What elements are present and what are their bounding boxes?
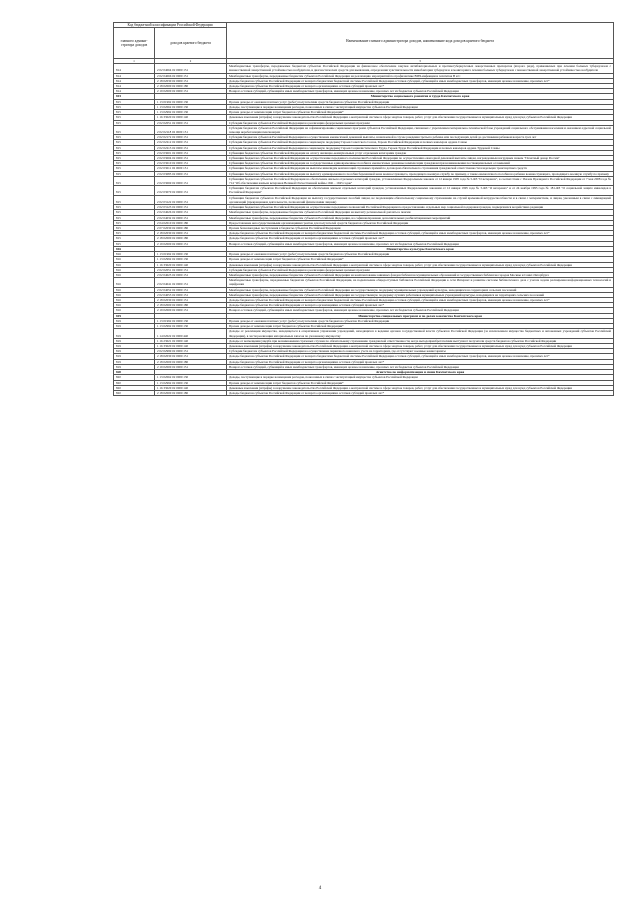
revenue-code-cell: 2 02 03085 02 0000 151 (155, 171, 227, 176)
admin-code-cell: 820 (114, 370, 155, 375)
admin-code-cell: 815 (114, 156, 155, 161)
admin-code-cell: 816 (114, 308, 155, 313)
admin-code-cell: 819 (114, 313, 155, 318)
admin-code-cell: 815 (114, 195, 155, 204)
revenue-code-cell: 2 02 03001 02 0000 151 (155, 150, 227, 155)
revenue-code-cell: 2 02 03123 02 0000 151 (155, 205, 227, 210)
revenue-code-cell: 2 18 02000 02 0000 180 (155, 359, 227, 364)
admin-code-cell: 816 (114, 297, 155, 302)
description-cell: Субсидии бюджетам субъектов Российской Федерации на софинансирование социальных программ субъектов Российской Федерации, связанных с укреплением материально-технической базы учреждений социального обслуживания населения и оказанием адресной социальной помощи неработающим пенсионерам (227, 125, 614, 134)
description-cell: Доходы бюджетов субъектов Российской Федерации от возврата организациями остатков субсидий прошлых лет* (227, 359, 614, 364)
description-cell: Прочие доходы от компенсации затрат бюджетов субъектов Российской Федерации* (227, 257, 614, 262)
admin-code-cell: 815 (114, 125, 155, 134)
description-cell: Доходы бюджетов субъектов Российской Федерации от возврата организациями остатков субсидий прошлых лет* (227, 236, 614, 241)
revenue-code-cell: 2 18 02000 02 0000 180 (155, 391, 227, 396)
description-cell: Предоставление негосударственными организациями грантов для получателей средств бюджетов субъектов Российской Федерации (227, 220, 614, 225)
revenue-code-cell: 2 04 02010 02 0000 180 (155, 220, 227, 225)
revenue-code-cell: 2 19 02000 02 0000 151 (155, 308, 227, 313)
description-cell: Субсидии бюджетам субъектов Российской Федерации на осуществление ежемесячной денежной выплаты, назначаемой в случае рождения третьего ребенка или последующих детей до достижения ребенком возраста трех лет (227, 135, 614, 140)
admin-code-cell: 815 (114, 210, 155, 215)
revenue-code-cell: 2 07 02030 02 0000 180 (155, 225, 227, 230)
admin-code-cell: 815 (114, 205, 155, 210)
budget-code-header: Код бюджетной классификации Российской Федерации (114, 23, 227, 28)
revenue-code-cell: 2 02 02051 02 0000 151 (155, 120, 227, 125)
revenue-code-cell: 1 13 01992 02 0000 130 (155, 99, 227, 104)
revenue-code-cell: 2 02 04041 02 0000 151 (155, 278, 227, 287)
revenue-code-cell: 1 13 02062 02 0000 130 (155, 375, 227, 380)
revenue-code-cell: 1 16 33020 02 0000 140 (155, 115, 227, 120)
revenue-code-cell: 1 16 33020 02 0000 140 (155, 343, 227, 348)
admin-code-cell: 819 (114, 349, 155, 354)
admin-code-cell: 820 (114, 375, 155, 380)
description-cell: Субсидии бюджетам субъектов Российской Федерации на осуществление первичного воинского учета на территориях, где отсутствуют военные комиссариаты (227, 349, 614, 354)
revenue-code-cell: 2 02 03069 02 0000 151 (155, 176, 227, 185)
admin-code-cell: 815 (114, 166, 155, 171)
admin-code-cell: 815 (114, 105, 155, 110)
admin-code-cell: 816 (114, 303, 155, 308)
revenue-code-cell: 2 02 02212 02 0000 151 (155, 140, 227, 145)
admin-column-header: главного админи- стратора доходов (114, 28, 155, 59)
revenue-code-cell: 2 19 02000 02 0000 151 (155, 364, 227, 369)
description-cell: Межбюджетные трансферты, передаваемые бюджетам субъектов Российской Федерации на комплектование книжных фондов библиотек муниципальных образований и государственных библиотек городов Москвы и Санкт-Петербурга (227, 272, 614, 277)
admin-code-cell: 819 (114, 329, 155, 338)
admin-code-cell: 816 (114, 267, 155, 272)
revenue-code-cell: 1 13 02992 02 0000 130 (155, 324, 227, 329)
revenue-code-cell: 2 02 02118 02 0000 151 (155, 125, 227, 134)
admin-code-cell: 815 (114, 145, 155, 150)
description-cell: Межбюджетные трансферты, передаваемые бюджетам субъектов Российской Федерации на государственную поддержку муниципальных учреждений культуры, находящихся на территориях сельских поселений (227, 287, 614, 292)
revenue-code-cell: 1 13 02062 02 0000 130 (155, 105, 227, 110)
admin-code-cell: 816 (114, 252, 155, 257)
admin-code-cell: 815 (114, 176, 155, 185)
description-cell: Межбюджетные трансферты, передаваемые бюджетам субъектов Российской Федерации на финансовое обеспечение закупок антибактериальных и противотуберкулезных лекарственных препаратов (второго ряда), применяемых при лечении больных туберкулезом с множественной лекарственной устойчивостью возбудителя, и диагностических средств для выявления, определения чувствительности микобактерии туберкулеза и мониторинга лечения больных туберкулезом с множественной лекарственной устойчивостью возбудителя (227, 64, 614, 73)
revenue-code-cell: 2 02 04026 02 0000 151 (155, 210, 227, 215)
description-cell: Доходы бюджетов субъектов Российской Федерации от возврата бюджетами бюджетной системы Российской Федерации остатков субсидий, субвенций и иных межбюджетных трансфертов, имеющих целевое назначение, прошлых лет* (227, 78, 614, 83)
revenue-code-cell: 2 02 03122 02 0000 151 (155, 195, 227, 204)
description-cell: Прочие доходы от компенсации затрат бюджетов субъектов Российской Федерации* (227, 110, 614, 115)
description-cell: Прочие доходы от оказания платных услуг (работ) получателями средств бюджетов субъектов Российской Федерации (227, 252, 614, 257)
admin-code-cell: 816 (114, 257, 155, 262)
revenue-code-cell: 2 18 02030 02 0000 151 (155, 297, 227, 302)
admin-code-cell: 816 (114, 287, 155, 292)
revenue-code-cell: 1 16 33020 02 0000 140 (155, 385, 227, 390)
description-cell: Министерство специальных программ и по делам казачества Камчатского края (227, 313, 614, 318)
table-row (114, 64, 614, 73)
description-cell: Прочие доходы от оказания платных услуг (работ) получателями средств бюджетов субъектов Российской Федерации (227, 99, 614, 104)
revenue-code-cell: 2 18 02000 02 0000 180 (155, 236, 227, 241)
revenue-code-cell: 2 02 04032 02 0000 151 (155, 215, 227, 220)
revenue-code-cell: 1 13 02992 02 0000 130 (155, 380, 227, 385)
admin-code-cell: 815 (114, 140, 155, 145)
admin-code-cell: 819 (114, 354, 155, 359)
admin-code-cell: 815 (114, 241, 155, 246)
revenue-code-cell: 2 02 02999 02 0000 151 (155, 349, 227, 354)
admin-code-cell: 815 (114, 94, 155, 99)
revenue-code-cell: 1 13 01992 02 0000 130 (155, 252, 227, 257)
description-cell: Доходы бюджетов субъектов Российской Федерации от возврата организациями остатков субсидий прошлых лет* (227, 84, 614, 89)
revenue-code-cell: 1 13 02992 02 0000 130 (155, 257, 227, 262)
revenue-code-cell: 2 19 02000 02 0000 151 (155, 241, 227, 246)
admin-code-cell: 816 (114, 292, 155, 297)
description-cell: Прочие доходы от компенсации затрат бюджетов субъектов Российской Федерации* (227, 324, 614, 329)
name-column-header: Наименование главного администратора доходов, наименование кода доходов краевого бюджета (227, 23, 614, 59)
admin-code-cell: 815 (114, 115, 155, 120)
revenue-code-cell: 2 18 02030 02 0000 151 (155, 354, 227, 359)
admin-code-cell: 819 (114, 338, 155, 343)
admin-code-cell: 816 (114, 278, 155, 287)
admin-code-cell: 816 (114, 262, 155, 267)
column-number: 1 (114, 59, 155, 64)
description-cell: Министерство социального развития и труда Камчатского края (227, 94, 614, 99)
admin-code-cell: 819 (114, 324, 155, 329)
revenue-code-cell: 1 14 02022 02 0000 440 (155, 329, 227, 338)
admin-code-cell: 815 (114, 171, 155, 176)
description-cell: Субвенции бюджетам субъектов Российской Федерации на осуществление переданных полномочий Российской Федерации по предоставлению отдельных мер социальной поддержки граждан, подвергшихся воздействию радиации (227, 205, 614, 210)
description-cell: Межбюджетные трансферты, передаваемые бюджетам субъектов Российской Федерации, на софинансирование дополнительных реабилитационных мероприятий (227, 215, 614, 220)
description-cell: Доходы, поступающие в порядке возмещения расходов, понесенных в связи с эксплуатацией имущества субъектов Российской Федерации (227, 105, 614, 110)
description-cell: Доходы бюджетов субъектов Российской Федерации от возврата бюджетами бюджетной системы Российской Федерации остатков субсидий, субвенций и иных межбюджетных трансфертов, имеющих целевое назначение, прошлых лет* (227, 297, 614, 302)
admin-code-cell: 814 (114, 64, 155, 73)
revenue-column-header: доходов краевого бюджета (155, 28, 227, 59)
admin-code-cell: 815 (114, 99, 155, 104)
table-row (114, 125, 614, 134)
description-cell: Министерство культуры Камчатского края (227, 246, 614, 251)
revenue-code-cell: 2 02 03004 02 0000 151 (155, 156, 227, 161)
revenue-code-cell: 2 18 02030 02 0000 151 (155, 78, 227, 83)
admin-code-cell: 819 (114, 318, 155, 323)
description-cell: Агентство по информатизации и связи Камчатского края (227, 370, 614, 375)
description-cell: Прочие безвозмездные поступления в бюджеты субъектов Российской Федерации (227, 225, 614, 230)
description-cell: Возврат остатков субсидий, субвенций и иных межбюджетных трансфертов, имеющих целевое назначение, прошлых лет из бюджетов субъектов Российской Федерации (227, 241, 614, 246)
admin-code-cell: 815 (114, 231, 155, 236)
description-cell: Денежные взыскания (штрафы) за нарушение законодательства Российской Федерации о контрактной системе в сфере закупок товаров, работ, услуг для обеспечения государственных и муниципальных нужд для нужд субъектов Российской Федерации (227, 385, 614, 390)
admin-code-cell: 814 (114, 78, 155, 83)
description-cell: Субвенции бюджетам субъектов Российской Федерации на выплату государственных пособий лицам, не подлежащим обязательному социальному страхованию на случай временной нетрудоспособности и в связи с материнством, и лицам, уволенным в связи с ликвидацией организаций (прекращением деятельности, полномочий физическими лицами) (227, 195, 614, 204)
admin-code-cell: 814 (114, 84, 155, 89)
table-row (114, 329, 614, 338)
description-cell: Доходы от возмещения ущерба при возникновении страховых случаев по обязательному страхованию гражданской ответственности, когда выгодоприобретателями выступают получатели средств бюджетов субъектов Российской Федерации (227, 338, 614, 343)
revenue-code-cell: 2 18 02000 02 0000 180 (155, 303, 227, 308)
revenue-code-cell: 2 02 04053 02 0000 151 (155, 292, 227, 297)
revenue-code-cell: 2 18 02030 02 0000 151 (155, 231, 227, 236)
description-cell: Субвенции бюджетам субъектов Российской Федерации на выплату единовременного пособия беременной жене военнослужащего, проходящего военную службу по призыву, а также ежемесячного пособия на ребенка военнослужащего, проходящего военную службу по призыву (227, 171, 614, 176)
description-cell: Доходы, поступающие в порядке возмещения расходов, понесенных в связи с эксплуатацией имущества субъектов Российской Федерации (227, 375, 614, 380)
description-cell: Доходы бюджетов субъектов Российской Федерации от возврата организациями остатков субсидий прошлых лет* (227, 303, 614, 308)
table-body (114, 64, 614, 396)
revenue-code-cell: 2 18 02000 02 0000 180 (155, 84, 227, 89)
table-row (114, 391, 614, 396)
admin-code-cell: 815 (114, 135, 155, 140)
description-cell: Денежные взыскания (штрафы) за нарушение законодательства Российской Федерации о контрактной системе в сфере закупок товаров, работ, услуг для обеспечения государственных и муниципальных нужд для нужд субъектов Российской Федерации (227, 115, 614, 120)
description-cell: Доходы бюджетов субъектов Российской Федерации от возврата бюджетами бюджетной системы Российской Федерации остатков субсидий, субвенций и иных межбюджетных трансфертов, имеющих целевое назначение, прошлых лет* (227, 354, 614, 359)
description-cell: Доходы от реализации имущества, находящегося в оперативном управлении учреждений, находящихся в ведении органов государственной власти субъектов Российской Федерации (за исключением имущества бюджетных и автономных учреждений субъектов Российской Федерации), в части реализации материальных запасов по указанному имуществу (227, 329, 614, 338)
description-cell: Субвенции бюджетам субъектов Российской Федерации на обеспечение жильем отдельных категорий граждан, установленных Федеральными законами от 12 января 1995 года № 5-ФЗ "О ветеранах" и от 24 ноября 1995 года № 181-ФЗ "О социальной защите инвалидов в Российской Федерации" (227, 186, 614, 195)
table-row (114, 186, 614, 195)
admin-code-cell: 815 (114, 186, 155, 195)
description-cell: Субсидии бюджетам субъектов Российской Федерации на социальную поддержку Героев Социалистического Труда, Героев Труда Российской Федерации и полных кавалеров ордена Трудовой Славы (227, 145, 614, 150)
admin-code-cell: 816 (114, 246, 155, 251)
admin-code-cell: 815 (114, 236, 155, 241)
revenue-code-cell: 2 19 02000 02 0000 151 (155, 89, 227, 94)
description-cell: Межбюджетные трансферты, передаваемые бюджетам субъектов Российской Федерации на государственную поддержку лучших работников муниципальных учреждений культуры, находящихся на территориях сельских поселений (227, 292, 614, 297)
admin-code-cell: 814 (114, 73, 155, 78)
revenue-code-cell: 2 02 04052 02 0000 151 (155, 287, 227, 292)
description-cell: Денежные взыскания (штрафы) за нарушение законодательства Российской Федерации о контрактной системе в сфере закупок товаров, работ, услуг для обеспечения государственных и муниципальных нужд для нужд субъектов Российской Федерации (227, 262, 614, 267)
description-cell: Субвенции бюджетам субъектов Российской Федерации на оплату жилищно-коммунальных услуг отдельным категориям граждан (227, 150, 614, 155)
admin-code-cell: 814 (114, 89, 155, 94)
description-cell: Денежные взыскания (штрафы) за нарушение законодательства Российской Федерации о контрактной системе в сфере закупок товаров, работ, услуг для обеспечения государственных и муниципальных нужд для нужд субъектов Российской Федерации (227, 343, 614, 348)
description-cell: Субсидии бюджетам субъектов Российской Федерации на реализацию федеральных целевых программ (227, 267, 614, 272)
revenue-code-cell: 2 02 04064 02 0000 151 (155, 64, 227, 73)
description-cell: Субвенции бюджетам субъектов Российской Федерации на выплаты инвалидам компенсаций страховых премий по договорам обязательного страхования гражданской ответственности владельцев транспортных средств (227, 166, 614, 171)
description-cell: Субвенции бюджетам субъектов Российской Федерации на осуществление переданного полномочия Российской Федерации по осуществлению ежегодной денежной выплаты лицам, награжденным нагрудным знаком "Почетный донор России" (227, 156, 614, 161)
table-row (114, 176, 614, 185)
revenue-code-cell: 1 16 33020 02 0000 140 (155, 262, 227, 267)
admin-code-cell: 820 (114, 385, 155, 390)
description-cell: Межбюджетные трансферты, передаваемые бюджетам субъектов Российской Федерации, на подключение общедоступных библиотек Российской Федерации к сети Интернет и развитие системы библиотечного дела с учетом задачи расширения информационных технологий и оцифровки (227, 278, 614, 287)
revenue-code-cell: 1 13 02992 02 0000 130 (155, 110, 227, 115)
admin-code-cell: 815 (114, 215, 155, 220)
description-cell: Прочие доходы от оказания платных услуг (работ) получателями средств бюджетов субъектов Российской Федерации (227, 318, 614, 323)
description-cell: Возврат остатков субсидий, субвенций и иных межбюджетных трансфертов, имеющих целевое назначение, прошлых лет из бюджетов субъектов Российской Федерации (227, 308, 614, 313)
description-cell: Субсидии бюджетам субъектов Российской Федерации на реализацию федеральных целевых программ (227, 120, 614, 125)
admin-code-cell: 815 (114, 120, 155, 125)
revenue-code-cell: 2 02 03010 02 0000 151 (155, 161, 227, 166)
description-cell: Возврат остатков субсидий, субвенций и иных межбюджетных трансфертов, имеющих целевое назначение, прошлых лет из бюджетов субъектов Российской Федерации (227, 364, 614, 369)
revenue-code-cell: 2 02 02213 02 0000 151 (155, 145, 227, 150)
page-number: 4 (318, 886, 322, 891)
revenue-code-cell: 2 02 04025 02 0000 151 (155, 272, 227, 277)
description-cell: Субсидии бюджетам субъектов Российской Федерации на социальную поддержку Героев Советского Союза, Героев Российской Федерации и полных кавалеров ордена Славы (227, 140, 614, 145)
admin-code-cell: 815 (114, 150, 155, 155)
admin-code-cell: 819 (114, 359, 155, 364)
revenue-code-cell: 1 16 23021 02 0000 140 (155, 338, 227, 343)
description-cell: Доходы бюджетов субъектов Российской Федерации от возврата организациями остатков субсидий прошлых лет* (227, 391, 614, 396)
revenue-code-cell: 2 02 02051 02 0000 151 (155, 267, 227, 272)
description-cell: Субвенции бюджетам субъектов Российской Федерации на государственные единовременные пособия и ежемесячные денежные компенсации гражданам при возникновении поствакцинальных осложнений (227, 161, 614, 166)
description-cell: Межбюджетные трансферты, передаваемые бюджетам субъектов Российской Федерации на выплату региональной доплаты к пенсии (227, 210, 614, 215)
table-header (114, 23, 614, 64)
description-cell: Прочие доходы от компенсации затрат бюджетов субъектов Российской Федерации* (227, 380, 614, 385)
description-cell: Субвенции бюджетам субъектов Российской Федерации на обеспечение жильем отдельных категорий граждан, установленных Федеральным законом от 12 января 1995 года № 5-ФЗ "О ветеранах", в соответствии с Указом Президента Российской Федерации от 7 мая 2008 года № 714 "Об обеспечении жильем ветеранов Великой Отечественной войны 1941 - 1945 годов" (227, 176, 614, 185)
revenue-code-cell: 2 02 03011 02 0000 151 (155, 166, 227, 171)
table-row (114, 278, 614, 287)
revenue-code-cell: 2 02 04066 02 0000 151 (155, 73, 227, 78)
admin-code-cell: 815 (114, 161, 155, 166)
admin-code-cell: 815 (114, 110, 155, 115)
table-row (114, 195, 614, 204)
admin-code-cell: 816 (114, 272, 155, 277)
admin-code-cell: 820 (114, 391, 155, 396)
column-number: 2 (155, 59, 227, 64)
revenue-code-table (113, 22, 614, 396)
description-cell: Межбюджетные трансферты, передаваемые бюджетам субъектов Российской Федерации на реализацию мероприятий по профилактике ВИЧ-инфекции и гепатитов В и С (227, 73, 614, 78)
revenue-code-cell: 1 13 01992 02 0000 130 (155, 318, 227, 323)
admin-code-cell: 820 (114, 380, 155, 385)
description-cell: Возврат остатков субсидий, субвенций и иных межбюджетных трансфертов, имеющих целевое назначение, прошлых лет из бюджетов субъектов Российской Федерации (227, 89, 614, 94)
revenue-code-cell: 2 02 03070 02 0000 151 (155, 186, 227, 195)
admin-code-cell: 819 (114, 343, 155, 348)
description-cell: Доходы бюджетов субъектов Российской Федерации от возврата бюджетами бюджетной системы Российской Федерации остатков субсидий, субвенций и иных межбюджетных трансфертов, имеющих целевое назначение, прошлых лет* (227, 231, 614, 236)
revenue-code-cell: 2 02 02172 02 0000 151 (155, 135, 227, 140)
admin-code-cell: 815 (114, 225, 155, 230)
admin-code-cell: 819 (114, 364, 155, 369)
column-number: 3 (227, 59, 614, 64)
admin-code-cell: 815 (114, 220, 155, 225)
